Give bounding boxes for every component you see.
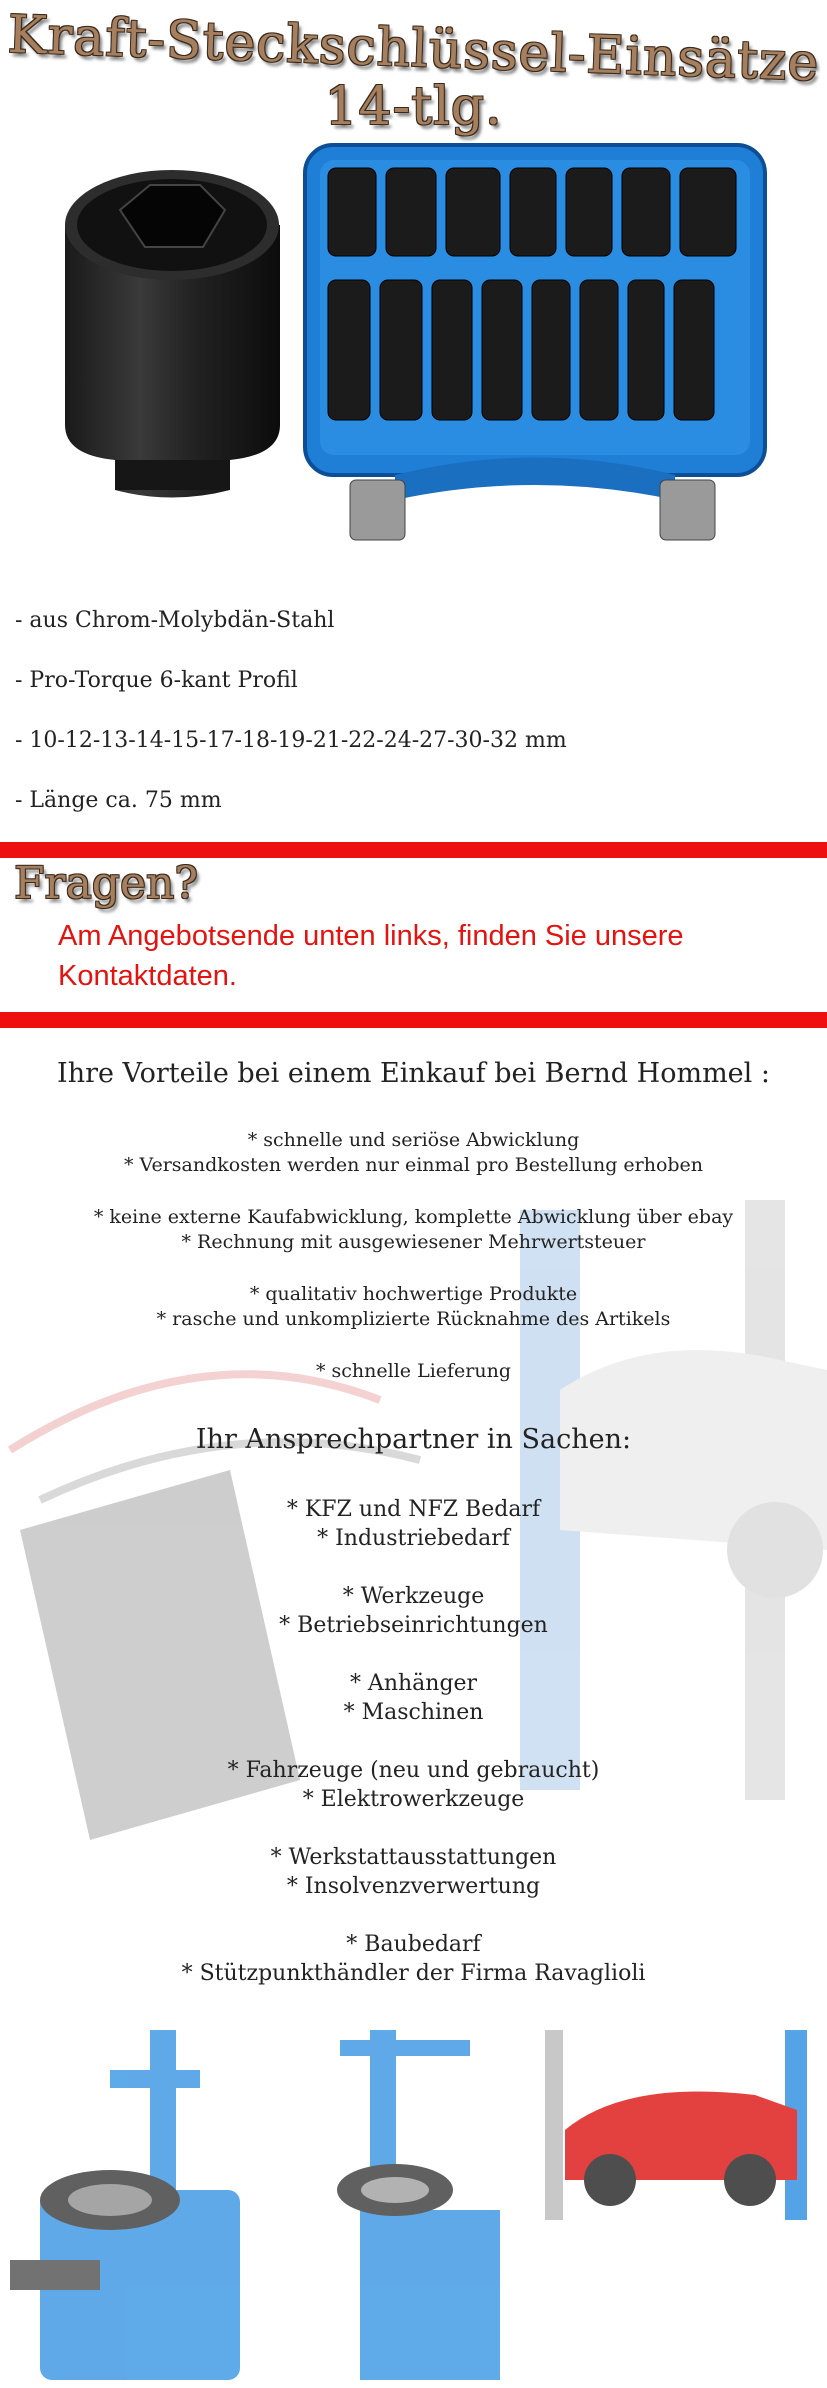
vorteil-item: * schnelle und seriöse Abwicklung (247, 1129, 580, 1151)
red-divider-top (0, 842, 827, 858)
feature-list (15, 608, 805, 848)
vorteil-item: * qualitativ hochwertige Produkte (249, 1283, 578, 1305)
partner-item: * Betriebseinrichtungen (279, 1613, 548, 1638)
socket-image (55, 155, 290, 515)
vorteil-item: * rasche und unkomplizierte Rücknahme des Artikels (156, 1308, 671, 1330)
car-lift-photo (535, 2010, 827, 2388)
vorteil-item: * Rechnung mit ausgewiesener Mehrwertsteuer (181, 1231, 646, 1253)
partner-heading: Ihr Ansprechpartner in Sachen: (195, 1424, 632, 1455)
partner-item: * Elektrowerkzeuge (302, 1787, 525, 1812)
partner-item: * Industriebedarf (317, 1526, 510, 1551)
partner-list (0, 1495, 827, 1988)
feature-item: - Länge ca. 75 mm (15, 788, 222, 813)
partner-item: * Werkzeuge (342, 1584, 485, 1609)
partner-item: * KFZ und NFZ Bedarf (286, 1497, 541, 1522)
partner-item: * Anhänger (349, 1671, 478, 1696)
title-line-1: Kraft-Steckschlüssel-Einsätze (6, 4, 821, 94)
fragen-title: Fragen? (14, 858, 198, 909)
socket-case-image (300, 140, 770, 565)
vorteile-list (0, 1128, 827, 1384)
feature-item: - aus Chrom-Molybdän-Stahl (15, 608, 335, 633)
partner-item: * Maschinen (343, 1700, 484, 1725)
page-title (0, 4, 827, 137)
vorteil-item: * Versandkosten werden nur einmal pro Bestellung erhoben (123, 1154, 704, 1176)
feature-item: - Pro-Torque 6-kant Profil (15, 668, 298, 693)
partner-item: * Baubedarf (346, 1932, 481, 1957)
vorteil-item: * keine externe Kaufabwicklung, komplette Abwicklung über ebay (93, 1206, 734, 1228)
title-line-2: 14-tlg. (324, 77, 503, 137)
tire-changer-photo (0, 2010, 270, 2388)
red-divider-bottom (0, 1012, 827, 1028)
tire-changer-photo-2 (300, 2010, 530, 2388)
feature-item: - 10-12-13-14-15-17-18-19-21-22-24-27-30-32 mm (15, 728, 567, 753)
partner-item: * Fahrzeuge (neu und gebraucht) (227, 1758, 600, 1783)
partner-item: * Insolvenzverwertung (286, 1874, 541, 1899)
vorteile-heading: Ihre Vorteile bei einem Einkauf bei Bernd Hommel : (57, 1058, 770, 1089)
partner-item: * Stützpunkthändler der Firma Ravaglioli (181, 1961, 646, 1986)
partner-item: * Werkstattausstattungen (270, 1845, 557, 1870)
fragen-text: Am Angebotsende unten links, finden Sie unsere Kontaktdaten. (58, 920, 684, 992)
vorteil-item: * schnelle Lieferung (315, 1360, 512, 1382)
